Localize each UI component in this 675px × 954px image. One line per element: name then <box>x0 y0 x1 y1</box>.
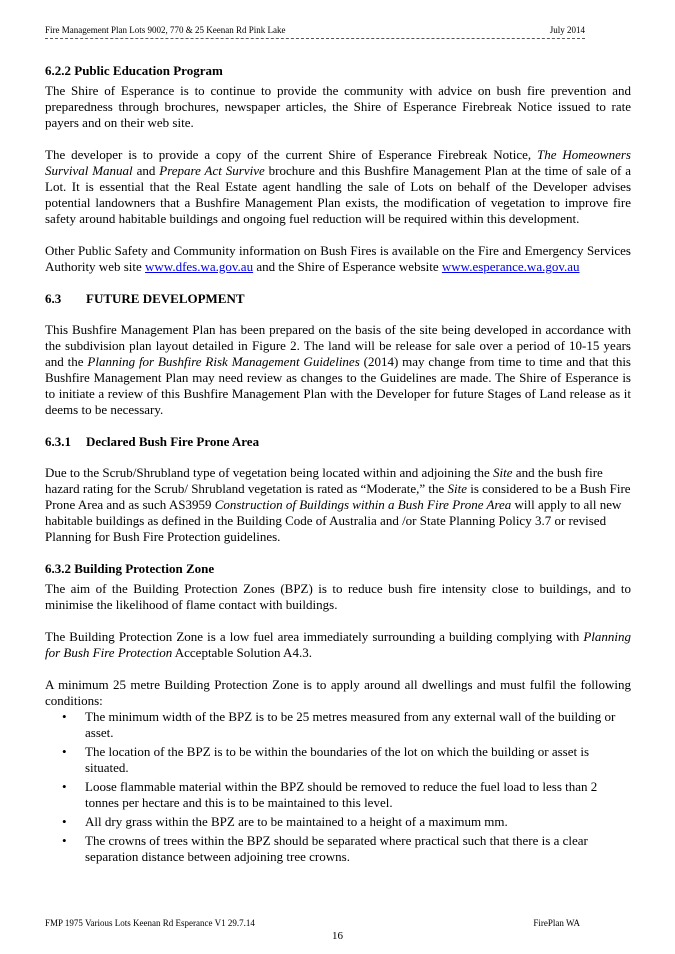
header-divider <box>45 38 585 39</box>
section-heading-6-3: 6.3 FUTURE DEVELOPMENT <box>45 291 245 306</box>
paragraph: Due to the Scrub/Shrubland type of vegetation being located within and adjoining the Site and the bush fire hazard rating for the Scrub/ Shrubland vegetation is rated as “Moderate,” the Site is considered to be a Bush Fire Prone Area and as such AS3959 Construction of Buildings within a Bush Fire Prone Area will apply to all new habitable buildings as defined in the Building Code of Australia and /or State Planning Policy 3.7 or revised Planning for Bush Fire Protection guidelines. <box>45 465 631 544</box>
section-heading-6-3-2: 6.3.2 Building Protection Zone <box>45 561 215 576</box>
list-item: • Loose flammable material within the BPZ should be removed to reduce the fuel load to less than 2 tonnes per hectare and this is to be maintained to this level. <box>62 779 598 810</box>
bullet-icon: • <box>62 744 67 759</box>
paragraph: The developer is to provide a copy of the current Shire of Esperance Firebreak Notice, The Homeowners Survival Manual and Prepare Act Survive brochure and this Bushfire Management Plan at the time of sale of a Lot. It is essential that the Real Estate agent handling the sale of Lots on behalf of the Developer advises potential landowners that a Bushfire Management Plan exists, the modification of vegetation to improve fire safety around habitable buildings and ongoing fuel reduction will be required within this development. <box>45 147 631 226</box>
header-title: Fire Management Plan Lots 9002, 770 & 25 Keenan Rd Pink Lake <box>45 25 286 35</box>
paragraph: The aim of the Building Protection Zones (BPZ) is to reduce bush fire intensity close to buildings, and to minimise the likelihood of flame contact with buildings. <box>45 581 631 612</box>
bullet-icon: • <box>62 814 67 829</box>
bullet-icon: • <box>62 779 67 794</box>
paragraph: The Building Protection Zone is a low fuel area immediately surrounding a building complying with Planning for Bush Fire Protection Acceptable Solution A4.3. <box>45 629 631 660</box>
footer-company: FirePlan WA <box>533 918 580 928</box>
list-item: • The minimum width of the BPZ is to be 25 metres measured from any external wall of the building or asset. <box>62 709 616 740</box>
page-footer <box>45 918 585 928</box>
paragraph: The Shire of Esperance is to continue to provide the community with advice on bush fire prevention and preparedness through brochures, newspaper articles, the Shire of Esperance Firebreak Notice issued to rate payers and on their web site. <box>45 83 631 130</box>
document-body <box>45 63 631 868</box>
bullet-icon: • <box>62 833 67 848</box>
section-heading-6-3-1: 6.3.1 Declared Bush Fire Prone Area <box>45 434 260 449</box>
paragraph: A minimum 25 metre Building Protection Zone is to apply around all dwellings and must fulfil the following conditions: <box>45 677 631 708</box>
footer-doc-ref: FMP 1975 Various Lots Keenan Rd Esperance V1 29.7.14 <box>45 918 255 928</box>
esperance-link[interactable]: www.esperance.wa.gov.au <box>441 259 580 274</box>
section-heading-6-2-2: 6.2.2 Public Education Program <box>45 63 223 78</box>
bullet-icon: • <box>62 709 67 724</box>
paragraph: This Bushfire Management Plan has been prepared on the basis of the site being developed in accordance with the subdivision plan layout detailed in Figure 2. The land will be release for sale over a period of 10-15 years and the Planning for Bushfire Risk Management Guidelines (2014) may change from time to time and that this Bushfire Management Plan may need review as changes to the Guidelines are made. The Shire of Esperance is to initiate a review of this Bushfire Management Plan with the Developer for future Stages of Land release as it deems to be necessary. <box>45 322 631 417</box>
list-item: • The location of the BPZ is to be within the boundaries of the lot on which the building or asset is situated. <box>62 744 590 775</box>
page-number: 16 <box>332 930 343 942</box>
header-date: July 2014 <box>549 25 585 35</box>
list-item: • The crowns of trees within the BPZ should be separated where practical such that there is a clear separation distance between adjoining tree crowns. <box>62 833 588 864</box>
bpz-conditions-list <box>45 709 631 865</box>
list-item: • All dry grass within the BPZ are to be maintained to a height of a maximum mm. <box>62 814 508 829</box>
paragraph: Other Public Safety and Community information on Bush Fires is available on the Fire and Emergency Services Authority web site www.dfes.wa.gov.au and the Shire of Esperance website www.esperance.wa.gov.au <box>45 243 631 274</box>
dfes-link[interactable]: www.dfes.wa.gov.au <box>145 259 254 274</box>
page-header <box>45 25 585 35</box>
